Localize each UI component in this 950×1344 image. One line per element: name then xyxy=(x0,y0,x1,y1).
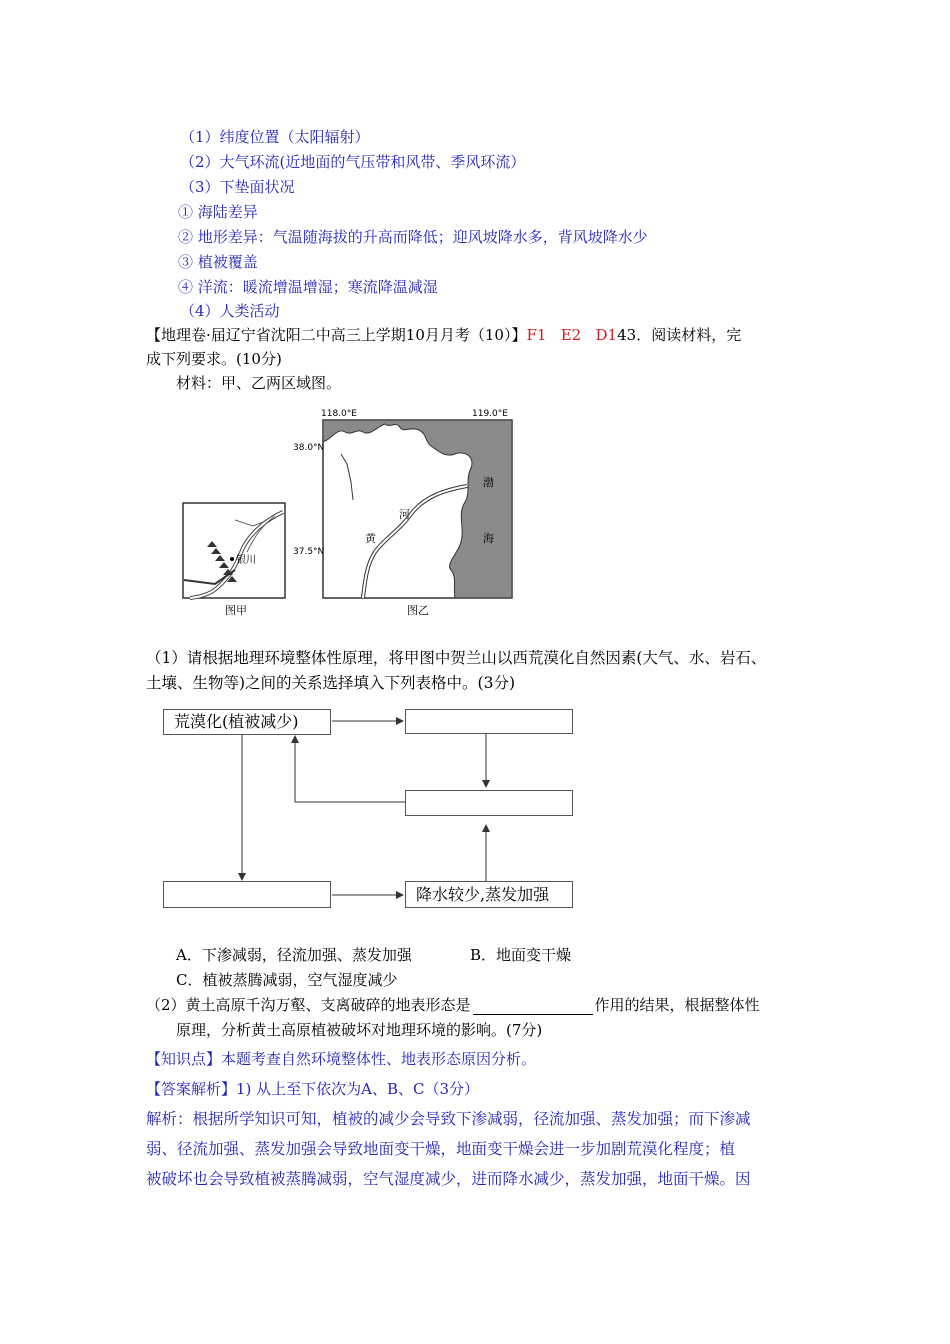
part1-line2: 土壤、生物等)之间的关系选择填入下列表格中。(3分) xyxy=(146,674,516,692)
option-c: C．植被蒸腾减弱，空气湿度减少 xyxy=(176,971,398,989)
box-desertification-label: 荒漠化(植被减少) xyxy=(174,712,299,731)
subfactor-terrain: ② 地形差异：气温随海拔的升高而降低；迎风坡降水多，背风坡降水少 xyxy=(178,228,648,246)
knowledge-point: 【知识点】本题考查自然环境整体性、地表形态原因分析。 xyxy=(146,1050,537,1068)
part2-line1b: 作用的结果，根据整体性 xyxy=(594,996,760,1014)
sea-label-hai: 海 xyxy=(483,532,494,545)
explanation-line2: 弱、径流加强、蒸发加强会导致地面变干燥，地面变干燥会进一步加剧荒漠化程度；植 xyxy=(146,1140,736,1158)
factor-surface: （3）下垫面状况 xyxy=(180,178,295,196)
map-a-caption: 图甲 xyxy=(225,604,247,617)
region-maps xyxy=(175,402,525,617)
box-precipitation xyxy=(405,881,573,908)
lon-118-label: 118.0°E xyxy=(321,409,357,419)
tag-d1: D1 xyxy=(595,326,618,344)
box-blank-3[interactable] xyxy=(163,881,331,908)
subfactor-vegetation: ③ 植被覆盖 xyxy=(178,253,258,271)
city-label: 银川 xyxy=(236,555,256,566)
question-source: 【地理卷·届辽宁省沈阳二中高三上学期10月月考（10）】 xyxy=(146,326,527,344)
tag-e2: E2 xyxy=(560,326,582,344)
arrow-back-up xyxy=(295,736,405,802)
option-a: A．下渗减弱，径流加强、蒸发加强 xyxy=(176,946,412,964)
lon-119-label: 119.0°E xyxy=(472,409,508,419)
city-dot xyxy=(230,557,234,561)
question-line2: 成下列要求。(10分) xyxy=(146,350,282,368)
box-desertification xyxy=(163,709,331,735)
box-precipitation-label: 降水较少,蒸发加强 xyxy=(416,884,550,904)
option-b: B．地面变干燥 xyxy=(470,946,572,964)
material-text: 材料：甲、乙两区域图。 xyxy=(176,374,342,392)
river-label-huang: 黄 xyxy=(365,532,376,545)
lat-37-5-label: 37.5°N xyxy=(293,547,325,557)
subfactor-land-sea: ① 海陆差异 xyxy=(178,203,258,221)
lat-38-label: 38.0°N xyxy=(293,443,325,453)
part2-line1 xyxy=(146,995,760,1015)
part2-line1a: （2）黄土高原千沟万壑、支离破碎的地表形态是 xyxy=(146,996,471,1014)
answer-label: 【答案解析】1) 从上至下依次为A、B、C（3分） xyxy=(146,1080,480,1098)
explanation-line1: 解析：根据所学知识可知，植被的减少会导致下渗减弱，径流加强、蒸发加强；而下渗减 xyxy=(146,1110,751,1128)
explanation-line3: 被破坏也会导致植被蒸腾减弱，空气湿度减少，进而降水减少，蒸发加强，地面干燥。因 xyxy=(146,1170,751,1188)
subfactor-currents: ④ 洋流：暖流增温增湿；寒流降温减湿 xyxy=(178,278,438,296)
factor-human: （4）人类活动 xyxy=(180,302,280,320)
factor-latitude: （1）纬度位置（太阳辐射） xyxy=(180,128,370,146)
sea-label-bo: 渤 xyxy=(483,476,494,489)
answer-blank[interactable] xyxy=(473,998,593,1015)
map-b-caption: 图乙 xyxy=(407,604,429,617)
question-header xyxy=(146,325,741,345)
factor-circulation: （2）大气环流(近地面的气压带和风带、季风环流） xyxy=(180,153,526,171)
part2-line2: 原理，分析黄土高原植被破坏对地理环境的影响。(7分) xyxy=(176,1021,543,1039)
tag-f1: F1 xyxy=(526,326,547,344)
part1-line1: （1）请根据地理环境整体性原理，将甲图中贺兰山以西荒漠化自然因素(大气、水、岩石、 xyxy=(146,649,767,667)
question-number: 43．阅读材料，完 xyxy=(617,326,742,344)
box-blank-2[interactable] xyxy=(405,790,573,816)
box-blank-1[interactable] xyxy=(405,709,573,734)
river-label-he: 河 xyxy=(399,508,410,521)
